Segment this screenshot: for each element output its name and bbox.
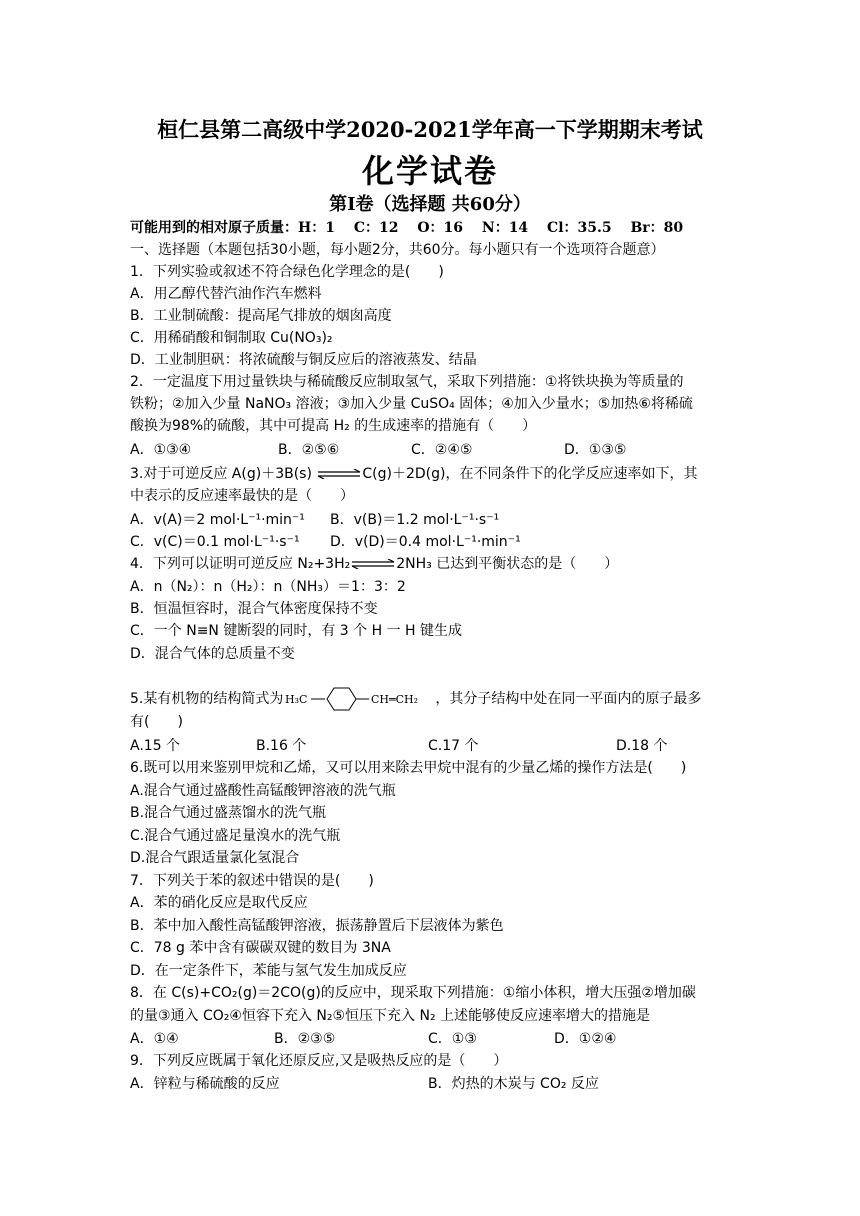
q1-option-a: A．用乙醇代替汽油作汽车燃料 [130,286,322,302]
q3-stem-line2: 中表示的反应速率最快的是（ ） [130,488,354,504]
q8-option-d: D．①②④ [554,1031,617,1047]
q6-option-d: D.混合气跟适量氯化氢混合 [130,850,300,866]
q4-stem-part1: 4．下列可以证明可逆反应 N₂+3H₂ [130,556,351,572]
styrene-methyl-structure-icon [283,684,435,714]
q6-option-a: A.混合气通过盛酸性高锰酸钾溶液的洗气瓶 [130,783,396,799]
section-title: 第I卷（选择题 共60分） [329,194,531,215]
q3-option-a: A．v(A)＝2 mol·L⁻¹·min⁻¹ [130,512,305,528]
q3-option-b: B．v(B)＝1.2 mol·L⁻¹·s⁻¹ [330,512,500,528]
q2-stem-line2: 铁粉；②加入少量 NaNO₃ 溶液；③加入少量 CuSO₄ 固体；④加入少量水；⑤加热⑥将稀硫 [130,396,693,412]
q7-stem: 7．下列关于苯的叙述中错误的是( ) [130,873,374,889]
q7-option-c: C．78 g 苯中含有碳碳双键的数目为 3NA [130,940,391,956]
q5-stem-line2: 有( ) [130,714,183,730]
q3-stem-part2: C(g)＋2D(g)，在不同条件下的化学反应速率如下，其 [362,466,698,482]
q4-option-a: A．n（N₂）：n（H₂）：n（NH₃）＝1：3：2 [130,579,406,595]
q3-stem-part1: 3.对于可逆反应 A(g)＋3B(s) [130,466,317,482]
q8-stem-line2: 的量③通入 CO₂④恒容下充入 N₂⑤恒压下充入 N₂ 上述能够使反应速率增大的措施是 [130,1008,651,1024]
q7-option-b: B．苯中加入酸性高锰酸钾溶液，振荡静置后下层液体为紫色 [130,918,504,934]
q2-stem-line3: 酸换为98%的硫酸，其中可提高 H₂ 的生成速率的措施有（ ） [130,418,537,434]
q5-option-d: D.18 个 [616,738,668,754]
atomic-masses: 可能用到的相对原子质量：H：1 C：12 O：16 N：14 Cl：35.5 Br：80 [130,220,684,236]
q2-option-d: D．①③⑤ [564,442,627,458]
q2-option-c: C．②④⑤ [411,442,473,458]
q3-stem-line1 [130,464,740,484]
q4-stem [130,554,740,574]
q9-option-b: B．灼热的木炭与 CO₂ 反应 [428,1076,599,1092]
subject-title: 化学试卷 [361,152,498,190]
q7-option-a: A．苯的硝化反应是取代反应 [130,895,308,911]
q3-option-d: D．v(D)＝0.4 mol·L⁻¹·min⁻¹ [330,534,521,550]
q6-option-c: C.混合气通过盛足量溴水的洗气瓶 [130,828,341,844]
q4-option-c: C．一个 N≡N 键断裂的同时，有 3 个 H 一 H 键生成 [130,623,463,639]
q5-option-c: C.17 个 [428,738,479,754]
q5-option-a: A.15 个 [130,738,181,754]
school-title: 桓仁县第二高级中学2020-2021学年高一下学期期末考试 [157,117,703,142]
struct-right-label: CH═CH₂ [371,693,419,706]
part-intro: 一、选择题（本题包括30小题，每小题2分，共60分。每小题只有一个选项符合题意） [130,242,665,258]
q5-option-b: B.16 个 [256,738,307,754]
q9-stem: 9．下列反应既属于氧化还原反应,又是吸热反应的是（ ） [130,1053,508,1069]
q5-stem-part2: ，其分子结构中处在同一平面内的原子最多 [435,691,702,707]
q1-option-b: B．工业制硫酸：提高尾气排放的烟囱高度 [130,308,392,324]
q8-option-c: C．①③ [428,1031,477,1047]
q4-option-d: D．混合气体的总质量不变 [130,646,295,662]
q4-stem-part2: 2NH₃ 已达到平衡状态的是（ ） [396,556,619,572]
q5-stem-line1 [130,684,740,714]
q2-option-b: B．②⑤⑥ [278,442,340,458]
q8-option-b: B．②③⑤ [274,1031,336,1047]
q1-option-d: D．工业制胆矾：将浓硫酸与铜反应后的溶液蒸发、结晶 [130,352,477,368]
q6-stem: 6.既可以用来鉴别甲烷和乙烯，又可以用来除去甲烷中混有的少量乙烯的操作方法是( ) [130,760,687,776]
reversible-arrow-icon [350,559,396,569]
q9-option-a: A．锌粒与稀硫酸的反应 [130,1076,280,1092]
q3-option-c: C．v(C)＝0.1 mol·L⁻¹·s⁻¹ [130,534,300,550]
q8-option-a: A．①④ [130,1031,179,1047]
q1-stem: 1．下列实验或叙述不符合绿色化学理念的是( ) [130,264,444,280]
q1-option-c: C．用稀硝酸和铜制取 Cu(NO₃)₂ [130,330,333,346]
q6-option-b: B.混合气通过盛蒸馏水的洗气瓶 [130,805,327,821]
q4-option-b: B．恒温恒容时，混合气体密度保持不变 [130,601,378,617]
q2-option-a: A．①③④ [130,442,192,458]
q2-stem-line1: 2．一定温度下用过量铁块与稀硫酸反应制取氢气，采取下列措施：①将铁块换为等质量的 [130,374,684,390]
q5-stem-part1: 5.某有机物的结构简式为 [130,691,284,707]
q7-option-d: D．在一定条件下，苯能与氢气发生加成反应 [130,963,407,979]
struct-left-label: H₃C [285,693,308,706]
reversible-arrow-icon [316,469,362,479]
q8-stem-line1: 8．在 C(s)+CO₂(g)＝2CO(g)的反应中，现采取下列措施：①缩小体积，增大压强②增加碳 [130,985,696,1001]
